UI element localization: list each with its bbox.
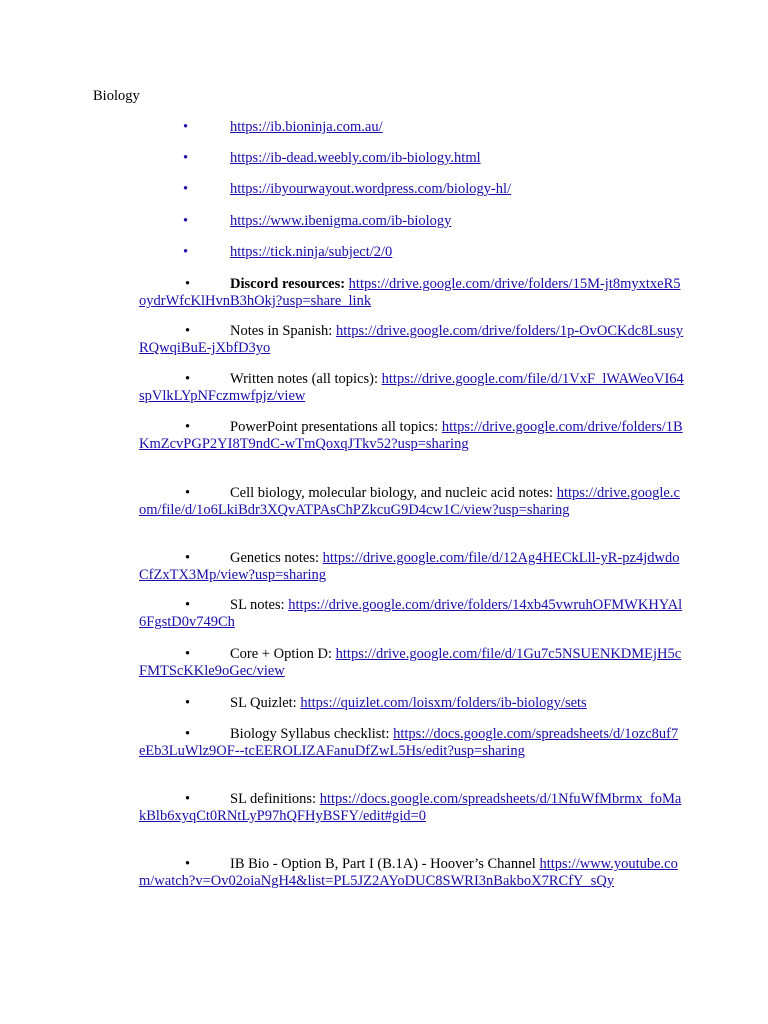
bullet: • (185, 276, 191, 292)
link-ib-dead[interactable]: https://ib-dead.weebly.com/ib-biology.html (230, 150, 481, 166)
list-item (139, 323, 684, 357)
page-title: Biology (93, 88, 140, 104)
bullet: • (185, 646, 191, 662)
list-item (139, 695, 684, 712)
entry-link[interactable]: https://quizlet.com/loisxm/folders/ib-biology/sets (300, 695, 587, 711)
entry-link[interactable]: https://drive.google.com/file/d/1VxF_lWAWeoVI64spVlkLYpNFczmwfpjz/view (139, 371, 684, 404)
entry-link[interactable]: https://docs.google.com/spreadsheets/d/1ozc8uf7eEb3LuWlz9OF--tcEEROLIZAFanuDfZwL5Hs/edit?usp=sharing (139, 726, 679, 759)
bullet: • (183, 181, 189, 197)
entry-link[interactable]: https://drive.google.com/file/d/1o6LkiBdr3XQvATPAsChPZkcuG9D4cw1C/view?usp=sharing (139, 485, 680, 518)
entry-label: SL notes: (230, 597, 285, 613)
list-item (139, 597, 684, 631)
bullet: • (185, 323, 191, 339)
bullet: • (183, 119, 189, 135)
entry-link[interactable]: https://drive.google.com/drive/folders/1p-OvOCKdc8LsusyRQwqiBuE-jXbfD3yo (139, 323, 684, 356)
entry-label: PowerPoint presentations all topics: (230, 419, 439, 435)
entry-link[interactable]: https://drive.google.com/file/d/12Ag4HECkLll-yR-pz4jdwdoCfZxTX3Mp/view?usp=sharing (139, 550, 680, 583)
bullet: • (183, 150, 189, 166)
bullet: • (185, 419, 191, 435)
list-item (139, 485, 684, 519)
entry-label: Notes in Spanish: (230, 323, 333, 339)
bullet: • (185, 371, 191, 387)
entry-label: SL Quizlet: (230, 695, 297, 711)
entry-link[interactable]: https://drive.google.com/file/d/1Gu7c5NSUENKDMEjH5cFMTScKKle9oGec/view (139, 646, 682, 679)
bullet: • (185, 856, 191, 872)
entry-label: Discord resources: (230, 276, 346, 292)
list-item (139, 646, 684, 680)
entry-label: Genetics notes: (230, 550, 319, 566)
bullet: • (185, 791, 191, 807)
bullet: • (185, 550, 191, 566)
entry-label: Cell biology, molecular biology, and nucleic acid notes: (230, 485, 554, 501)
entry-label: Biology Syllabus checklist: (230, 726, 390, 742)
entry-link[interactable]: https://drive.google.com/drive/folders/15M-jt8myxtxeR5oydrWfcKlHvnB3hOkj?usp=share_link (139, 276, 681, 309)
entry-link[interactable]: https://drive.google.com/drive/folders/1BKmZcvPGP2YI8T9ndC-wTmQoxqJTkv52?usp=sharing (139, 419, 683, 452)
list-item (139, 276, 684, 310)
entry-label: Written notes (all topics): (230, 371, 379, 387)
bullet: • (183, 213, 189, 229)
bullet: • (185, 485, 191, 501)
entry-link[interactable]: https://www.youtube.com/watch?v=Ov02oiaNgH4&list=PL5JZ2AYoDUC8SWRI3nBakboX7RCfY_sQy (139, 856, 678, 889)
entry-label: Core + Option D: (230, 646, 333, 662)
link-ibyourwayout[interactable]: https://ibyourwayout.wordpress.com/biology-hl/ (230, 181, 512, 197)
list-item (139, 791, 684, 825)
entry-link[interactable]: https://drive.google.com/drive/folders/14xb45vwruhOFMWKHYAl6FgstD0v749Ch (139, 597, 683, 630)
entry-link[interactable]: https://docs.google.com/spreadsheets/d/1NfuWfMbrmx_foMakBlb6xyqCt0RNtLyP97hQFHyBSFY/edit#gid=0 (139, 791, 682, 824)
list-item (139, 419, 684, 453)
list-item (139, 856, 684, 890)
list-item (139, 726, 684, 760)
link-tick-ninja[interactable]: https://tick.ninja/subject/2/0 (230, 244, 393, 260)
link-bioninja[interactable]: https://ib.bioninja.com.au/ (230, 119, 383, 135)
list-item (139, 371, 684, 405)
bullet: • (183, 244, 189, 260)
list-item (139, 550, 684, 584)
bullet: • (185, 726, 191, 742)
bullet: • (185, 597, 191, 613)
entry-label: SL definitions: (230, 791, 317, 807)
entry-label: IB Bio - Option B, Part I (B.1A) - Hoover’s Channel (230, 856, 536, 872)
bullet: • (185, 695, 191, 711)
link-ibenigma[interactable]: https://www.ibenigma.com/ib-biology (230, 213, 452, 229)
